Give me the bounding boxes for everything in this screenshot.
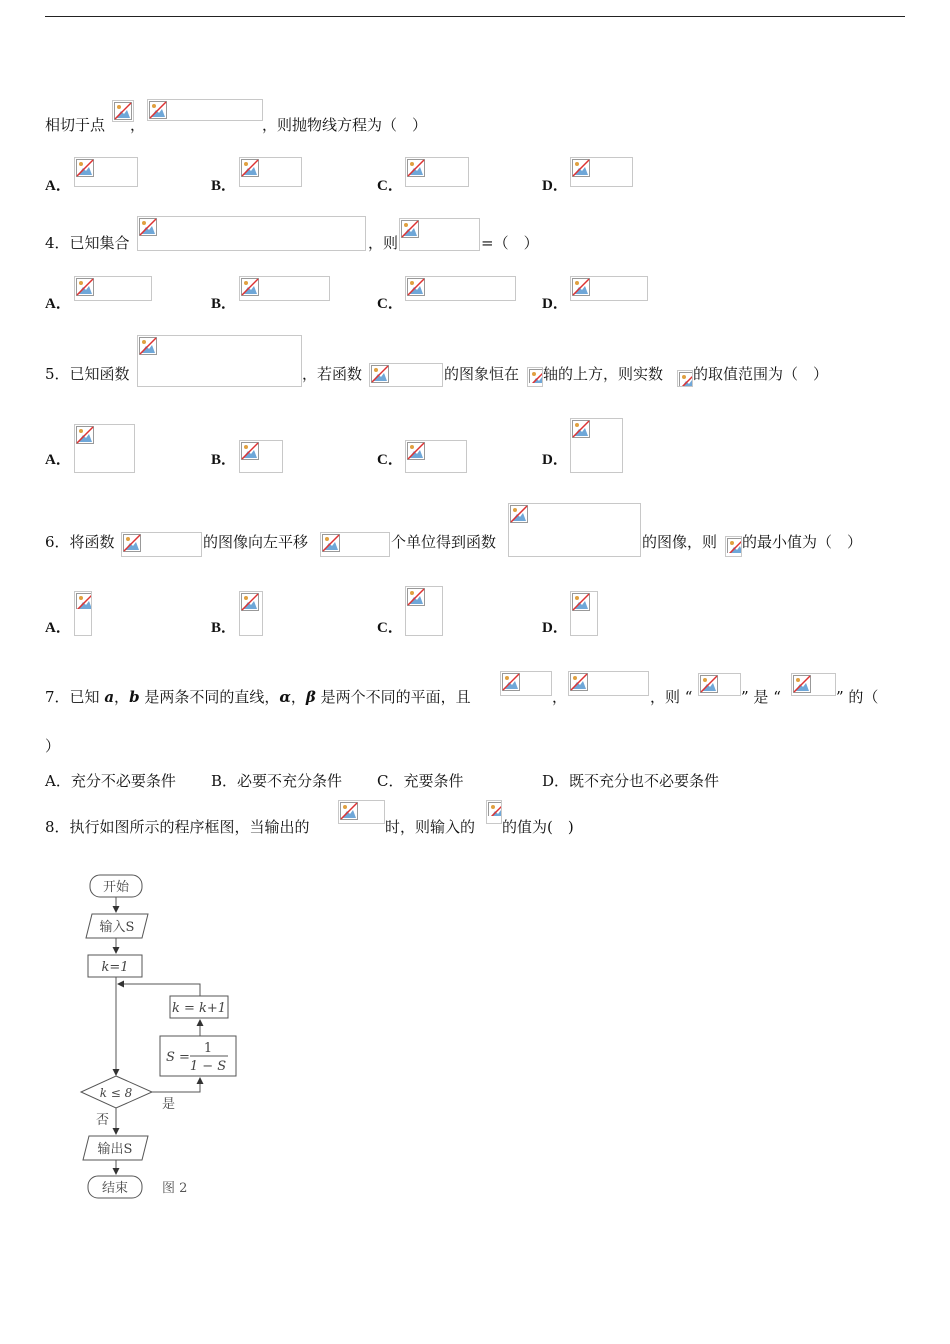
broken-image-icon: [572, 278, 590, 296]
formula-image: [147, 99, 263, 121]
flow-increment-text: k = k+1: [171, 1001, 227, 1016]
q7-text: [45, 686, 471, 707]
broken-image-icon: [572, 593, 590, 611]
option-a-label: A．: [45, 296, 71, 312]
q6-mid3: 的图像，则: [642, 533, 718, 551]
option-d-label: D．: [542, 452, 568, 468]
q7-var-alpha: α: [279, 688, 291, 706]
q3-tail: ，则抛物线方程为（ ）: [262, 116, 428, 134]
option-b-label: B．: [211, 296, 237, 312]
formula-image: [677, 370, 693, 387]
formula-image: [320, 532, 390, 557]
option-c-label: C．: [377, 452, 403, 468]
q7-sep1: ，: [114, 688, 130, 706]
q7-close: ）: [45, 737, 61, 755]
broken-image-icon: [407, 588, 425, 606]
formula-image: [725, 536, 742, 557]
option-b-label: B．: [211, 620, 237, 636]
formula-image: [486, 800, 502, 824]
broken-image-icon: [340, 802, 358, 820]
q6-mid1: 的图像向左平移: [203, 533, 309, 551]
formula-image: [137, 216, 366, 251]
option-c-image: [405, 157, 469, 187]
q7-var-b: b: [129, 688, 140, 706]
formula-image: [338, 800, 385, 824]
q7-sep2: ，: [290, 688, 306, 706]
flow-assign-den: 1 − S: [189, 1059, 227, 1074]
broken-image-icon: [510, 505, 528, 523]
header-rule: [45, 16, 905, 17]
broken-image-icon: [76, 426, 94, 444]
flow-output-text: 输出S: [97, 1142, 133, 1157]
q7-of: ” 的（: [836, 688, 879, 706]
flow-no-label: 否: [96, 1113, 110, 1128]
q7-then: ，则 “: [650, 688, 693, 706]
formula-image: [527, 367, 543, 387]
option-b-label: B．: [211, 452, 237, 468]
q4-tail: =（ ）: [481, 234, 539, 252]
flow-yes-label: 是: [162, 1097, 176, 1112]
formula-image: [508, 503, 641, 557]
formula-image: [568, 671, 649, 696]
option-a-image: [74, 424, 135, 473]
formula-image: [791, 673, 836, 696]
flow-assign-num: 1: [203, 1041, 213, 1056]
broken-image-icon: [322, 534, 340, 552]
option-d-image: [570, 157, 633, 187]
flow-start-text: 开始: [102, 880, 130, 895]
broken-image-icon: [488, 802, 502, 816]
q5-mid1: ，若函数: [302, 365, 363, 383]
formula-image: [698, 673, 741, 696]
option-c-label: C．: [377, 620, 403, 636]
broken-image-icon: [572, 420, 590, 438]
broken-image-icon: [76, 593, 92, 609]
q3-comma: ，: [130, 116, 146, 134]
option-a-label: A．: [45, 178, 71, 194]
q7-option-a: A．充分不必要条件: [45, 772, 176, 790]
q8-text: 8．执行如图所示的程序框图，当输出的: [45, 818, 310, 836]
option-d-label: D．: [542, 296, 568, 312]
q5-text: 5．已知函数: [45, 365, 130, 383]
flow-condition-text: k ≤ 8: [99, 1086, 133, 1100]
broken-image-icon: [529, 369, 543, 383]
q7-is: ” 是 “: [741, 688, 781, 706]
broken-image-icon: [401, 220, 419, 238]
q5-mid2: 的图象恒在: [444, 365, 520, 383]
broken-image-icon: [241, 442, 259, 460]
q7-t2: 是两个不同的平面，且: [315, 688, 471, 706]
broken-image-icon: [241, 278, 259, 296]
option-b-image: [239, 591, 263, 636]
broken-image-icon: [76, 278, 94, 296]
broken-image-icon: [502, 673, 520, 691]
formula-image: [369, 363, 443, 387]
option-c-label: C．: [377, 178, 403, 194]
q5-tail: 的取值范围为（ ）: [693, 365, 829, 383]
broken-image-icon: [727, 538, 742, 553]
q6-mid2: 个单位得到函数: [391, 533, 497, 551]
option-a-label: A．: [45, 452, 71, 468]
q7-option-d: D．既不充分也不必要条件: [542, 772, 720, 790]
option-d-label: D．: [542, 620, 568, 636]
q4-then: ，则: [368, 234, 399, 252]
broken-image-icon: [139, 218, 157, 236]
formula-image: [121, 532, 202, 557]
q7-option-b: B．必要不充分条件: [211, 772, 343, 790]
q3-prefix: 相切于点: [45, 116, 106, 134]
option-d-label: D．: [542, 178, 568, 194]
q7-option-c: C．充要条件: [377, 772, 464, 790]
q7-var-beta: β: [305, 688, 316, 706]
q5-mid3: 轴的上方，则实数: [543, 365, 664, 383]
broken-image-icon: [793, 675, 811, 693]
broken-image-icon: [570, 673, 588, 691]
option-a-image: [74, 157, 138, 187]
option-c-image: [405, 276, 516, 301]
formula-image: [399, 218, 480, 251]
formula-image: [137, 335, 302, 387]
option-b-image: [239, 276, 330, 301]
q6-tail: 的最小值为（ ）: [742, 533, 863, 551]
option-d-image: [570, 276, 648, 301]
formula-image: [500, 671, 552, 696]
flow-caption: 图 2: [162, 1181, 188, 1196]
broken-image-icon: [700, 675, 718, 693]
broken-image-icon: [123, 534, 141, 552]
broken-image-icon: [407, 159, 425, 177]
option-a-image: [74, 591, 92, 636]
q7-comma: ，: [552, 688, 568, 706]
broken-image-icon: [76, 159, 94, 177]
flow-input-text: 输入S: [99, 920, 135, 935]
q7-t1: 是两条不同的直线，: [139, 688, 280, 706]
broken-image-icon: [241, 593, 259, 611]
q4-text: 4．已知集合: [45, 234, 130, 252]
flow-init-text: k=1: [101, 960, 129, 975]
q8-tail: 的值为( ): [502, 818, 574, 836]
broken-image-icon: [572, 159, 590, 177]
broken-image-icon: [407, 278, 425, 296]
q6-text: 6．将函数: [45, 533, 115, 551]
option-a-image: [74, 276, 152, 301]
option-c-image: [405, 586, 443, 636]
broken-image-icon: [371, 365, 389, 383]
q7-var-a: a: [104, 688, 115, 706]
option-b-label: B．: [211, 178, 237, 194]
option-c-label: C．: [377, 296, 403, 312]
broken-image-icon: [241, 159, 259, 177]
option-d-image: [570, 591, 598, 636]
option-b-image: [239, 440, 283, 473]
flowchart: [78, 870, 248, 1205]
q7-text-pre: 7．已知: [45, 688, 105, 706]
option-d-image: [570, 418, 623, 473]
broken-image-icon: [679, 372, 693, 386]
flow-end-text: 结束: [101, 1181, 129, 1196]
option-c-image: [405, 440, 467, 473]
broken-image-icon: [149, 101, 167, 119]
flow-assign-left: S =: [166, 1050, 190, 1065]
option-a-label: A．: [45, 620, 71, 636]
broken-image-icon: [407, 442, 425, 460]
q8-mid: 时，则输入的: [385, 818, 476, 836]
broken-image-icon: [139, 337, 157, 355]
option-b-image: [239, 157, 302, 187]
